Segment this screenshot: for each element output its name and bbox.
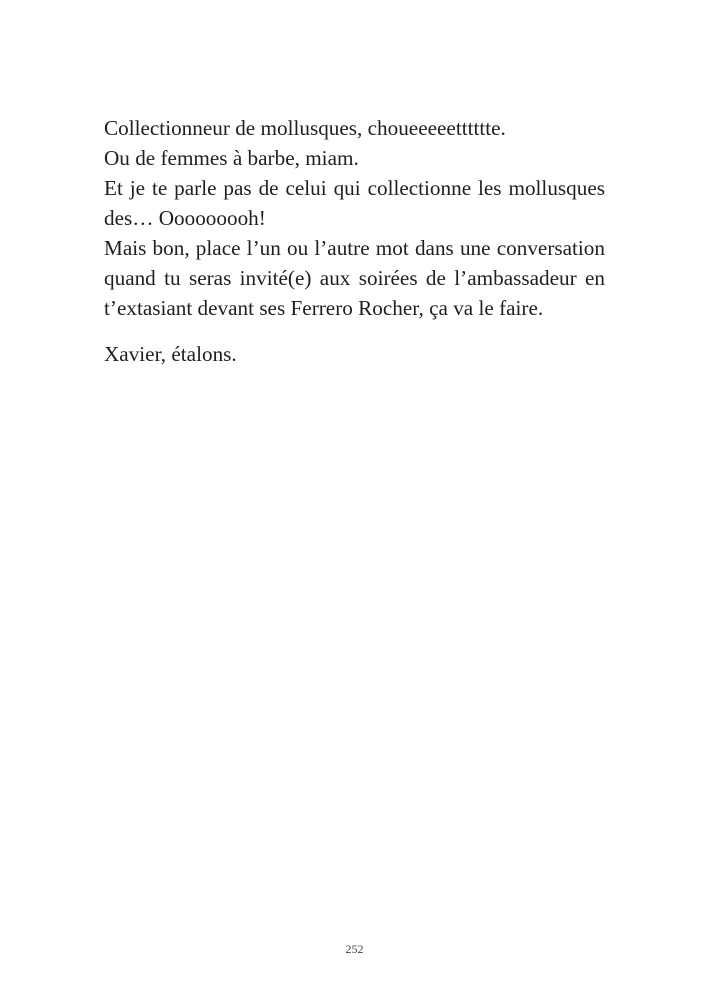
paragraph-bearded-women: Ou de femmes à barbe, miam. [104, 146, 359, 170]
closing-line: Xavier, étalons. [104, 342, 237, 366]
paragraph-collector: Collectionneur de mollusques, choueeeeetttttte. [104, 116, 506, 140]
body-text [104, 113, 605, 369]
paragraph-conversation-tip: Mais bon, place l’un ou l’autre mot dans une conversation quand tu seras invité(e) aux soirées de l’ambassadeur en t’extasiant devant ses Ferrero Rocher, ça va le faire. [104, 236, 605, 320]
page-number: 252 [345, 942, 364, 956]
paragraph-mollusk-collector: Et je te parle pas de celui qui collectionne les mollusques des… Ooooooooh! [104, 176, 605, 230]
